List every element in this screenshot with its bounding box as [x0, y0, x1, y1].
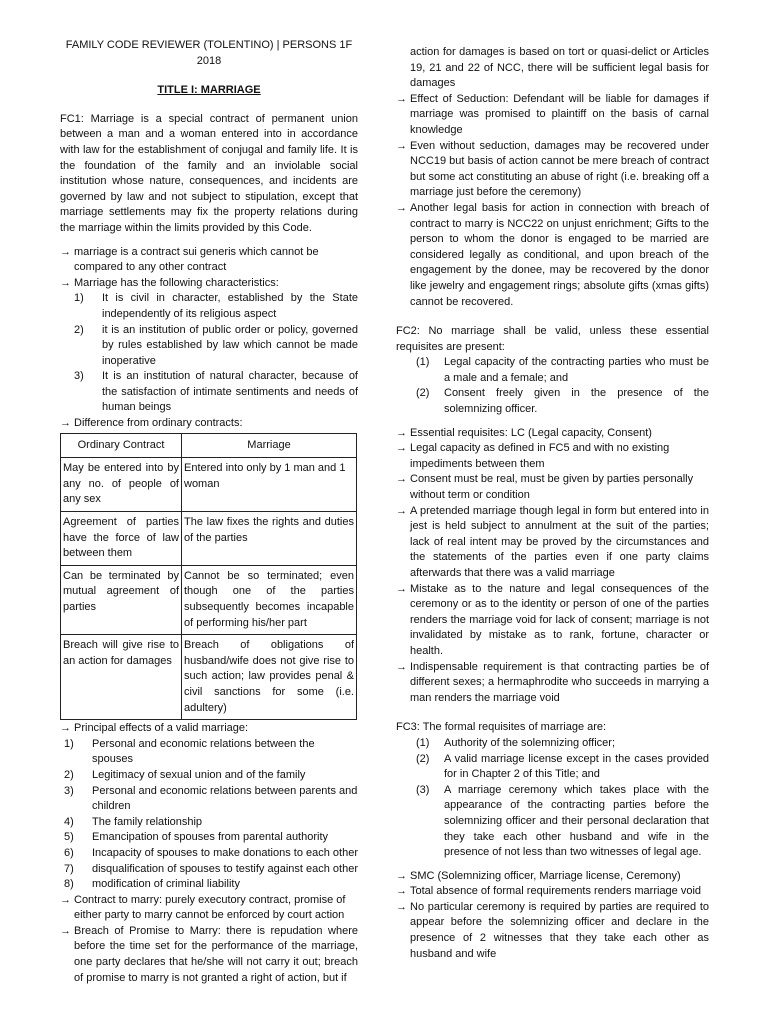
arrow-icon: → [396, 885, 407, 898]
arrow-icon: → [396, 201, 407, 214]
fc2-paragraph: FC2: No marriage shall be valid, unless these essential requisites are present: [396, 325, 709, 353]
bullet-contract-to-marry: → Contract to marry: purely executory contract, promise of either party to marry cannot be enforced by court action [60, 893, 358, 924]
arrow-icon: → [396, 139, 407, 152]
table-cell: Breach of obligations of husband/wife does not give rise to such action; law provides penal & civil sanctions for some (i.e. adultery) [182, 635, 357, 720]
list-item: (1) Authority of the solemnizing officer; [416, 736, 615, 749]
table-cell: Entered into only by 1 man and 1 woman [182, 458, 357, 512]
arrow-icon: → [396, 504, 407, 517]
list-item: (1) Legal capacity of the contracting parties who must be a male and a female; and [416, 356, 709, 384]
arrow-icon: → [396, 92, 407, 105]
section-title: TITLE I: MARRIAGE [157, 84, 261, 97]
arrow-icon: → [60, 276, 71, 289]
list-item: 6) Incapacity of spouses to make donations to each other [64, 846, 358, 859]
list-item: 4) The family relationship [64, 815, 203, 828]
bullet-principal-effects: → Principal effects of a valid marriage: [60, 721, 358, 737]
right-column [396, 45, 709, 962]
bullet-characteristics: → Marriage has the following characteristics: [60, 276, 358, 292]
fc3-paragraph: FC3: The formal requisites of marriage are: [396, 721, 607, 734]
list-item: 1) It is civil in character, established by the State independently of its religious aspect [74, 292, 358, 320]
bullet-essential-requisites: → Essential requisites: LC (Legal capacity, Consent) [396, 426, 709, 442]
arrow-icon: → [396, 869, 407, 882]
list-item: 3) It is an institution of natural character, because of the satisfaction of intimate sentiments and needs of human beings [74, 370, 358, 414]
list-item: 2) Legitimacy of sexual union and of the family [64, 768, 306, 781]
arrow-icon: → [396, 442, 407, 455]
document-header: FAMILY CODE REVIEWER (TOLENTINO) | PERSONS 1F 2018 [65, 39, 353, 67]
arrow-icon: → [396, 582, 407, 595]
bullet-pretended-marriage: → A pretended marriage though legal in form but entered into in jest is held subject to annulment at the suit of the parties; lack of real intent may be proved by the circumstances and the statements of the parties even if one party claims afterwards that there was a valid marriage [396, 504, 709, 582]
table-cell: May be entered into by any no. of people of any sex [61, 458, 182, 512]
arrow-icon: → [60, 245, 71, 258]
table-cell: Cannot be so terminated; even though one of the parties subsequently becomes incapable of performing his/her part [182, 565, 357, 634]
continued-paragraph: action for damages is based on tort or quasi-delict or Articles 19, 21 and 22 of NCC, there will be sufficient legal basis for damages [410, 46, 709, 90]
table-cell: Agreement of parties have the force of law between them [61, 512, 182, 566]
arrow-icon: → [396, 426, 407, 439]
arrow-icon: → [396, 900, 407, 913]
table-header-cell: Ordinary Contract [61, 433, 182, 458]
table-row [61, 635, 357, 720]
bullet-mistake: → Mistake as to the nature and legal consequences of the ceremony or as to the identity or person of one of the parties renders the marriage void for lack of consent; marriage is not invalidated by mistake as to rank, fortune, character or health. [396, 582, 709, 660]
table-header-cell: Marriage [182, 433, 357, 458]
fc2-list [396, 355, 709, 417]
arrow-icon: → [396, 660, 407, 673]
list-item: (2) A valid marriage license except in the cases provided for in Chapter 2 of this Title; and [416, 752, 709, 781]
list-item: 3) Personal and economic relations between parents and children [64, 784, 358, 813]
table-cell: Can be terminated by mutual agreement of parties [61, 565, 182, 634]
table-row [61, 458, 357, 512]
table-header-row [61, 433, 357, 458]
list-item: 1) Personal and economic relations between the spouses [64, 737, 315, 766]
list-item: 5) Emancipation of spouses from parental authority [64, 831, 329, 844]
comparison-table [60, 433, 357, 721]
arrow-icon: → [396, 473, 407, 486]
bullet-sui-generis: → marriage is a contract sui generis which cannot be compared to any other contract [60, 245, 358, 276]
table-row [61, 565, 357, 634]
table-row [61, 512, 357, 566]
bullet-breach-of-promise: → Breach of Promise to Marry: there is repudation where before the time set for the performance of the marriage, one party declares that he/she will not carry it out; breach of promise to marry is not granted a right of action, but if [60, 924, 358, 986]
list-item: 2) it is an institution of public order or policy, governed by rules established by law which cannot be made inoperative [74, 323, 358, 367]
bullet-different-sexes: → Indispensable requirement is that contracting parties be of different sexes; a hermaphrodite who succeeds in marrying a man renders the marriage void [396, 660, 709, 707]
bullet-no-particular-ceremony: → No particular ceremony is required by parties are required to appear before the solemnizing officer and declare in the presence of 2 witnesses that they take each other as husband and wife [396, 900, 709, 962]
fc1-paragraph: FC1: Marriage is a special contract of permanent union between a man and a woman entered into in accordance with law for the establishment of conjugal and family life. It is the foundation of the family and an inviolable social institution whose nature, consequences, and incidents are governed by law and not subject to stipulation, except that marriage settlements may fix the property relations during the marriage within the limits provided by this Code. [60, 112, 358, 234]
list-item: (2) Consent freely given in the presence of the solemnizing officer. [416, 387, 709, 416]
bullet-consent: → Consent must be real, must be given by parties personally without term or condition [396, 472, 709, 503]
bullet-total-absence: → Total absence of formal requirements renders marriage void [396, 884, 709, 900]
characteristics-list [60, 291, 358, 416]
bullet-seduction: → Effect of Seduction: Defendant will be liable for damages if marriage was promised to plaintiff on the basis of carnal knowledge [396, 92, 709, 139]
table-cell: The law fixes the rights and duties of the parties [182, 512, 357, 566]
bullet-unjust-enrichment: → Another legal basis for action in connection with breach of contract to marry is NCC22 on unjust enrichment; Gifts to the person to whom the donor is engaged to be married are considered legally as conditional, and upon breach of the engagement by the donee, may be recovered by the donor like jewelry and engagement rings; absolute gifts (xmas gifts) cannot be recovered. [396, 201, 709, 310]
left-column [60, 38, 358, 986]
effects-list [60, 737, 358, 893]
bullet-smc: → SMC (Solemnizing officer, Marriage license, Ceremony) [396, 869, 709, 885]
arrow-icon: → [60, 893, 71, 906]
list-item: 8) modification of criminal liability [64, 878, 240, 891]
fc3-list [396, 736, 709, 861]
arrow-icon: → [60, 924, 71, 937]
list-item: 7) disqualification of spouses to testify against each other [64, 862, 358, 875]
bullet-without-seduction: → Even without seduction, damages may be recovered under NCC19 but basis of action cannot be mere breach of contract but some act constituting an abuse of right (i.e. breaking off a marriage just before the ceremony) [396, 139, 709, 201]
table-cell: Breach will give rise to an action for damages [61, 635, 182, 720]
bullet-legal-capacity: → Legal capacity as defined in FC5 and with no existing impediments between them [396, 441, 709, 472]
arrow-icon: → [60, 417, 71, 430]
bullet-difference: → Difference from ordinary contracts: [60, 416, 358, 432]
list-item: (3) A marriage ceremony which takes place with the appearance of the contracting parties before the solemnizing officer and their personal declaration that they take each other husband and wife in the presence of not less than two witnesses of legal age. [416, 783, 709, 859]
arrow-icon: → [60, 722, 71, 735]
